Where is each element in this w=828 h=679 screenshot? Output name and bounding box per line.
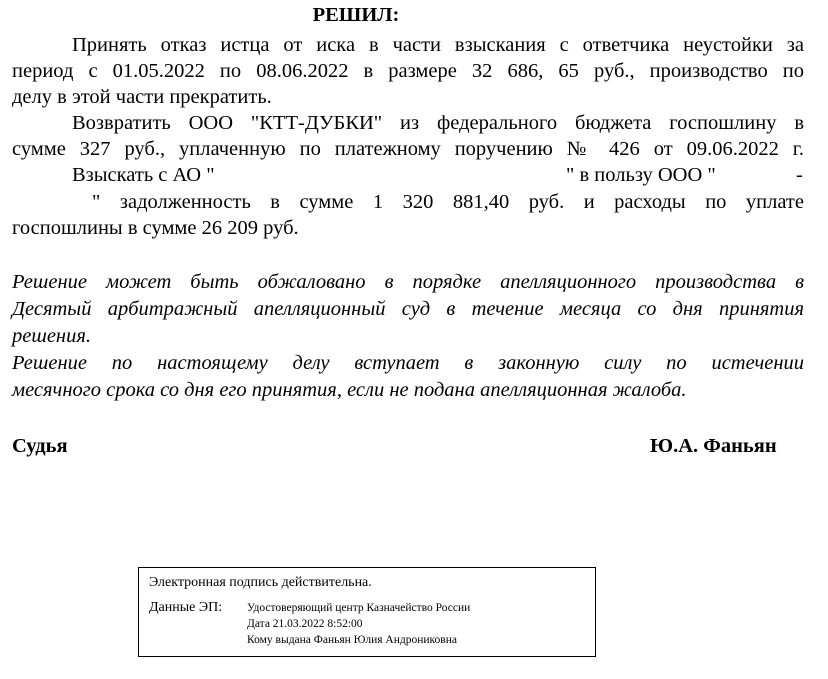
p3-line-3: госпошлины в сумме 26 209 руб.: [12, 217, 299, 239]
p2-line-2: сумме 327 руб., уплаченную по платежному поручению № 426 от 09.06.2022 г.: [12, 138, 804, 160]
judge-name: Ю.А. Фаньян: [650, 435, 777, 457]
p1-line-3: делу в этой части прекратить.: [12, 86, 272, 108]
signature-valid-text: Электронная подпись действительна.: [149, 575, 372, 590]
decision-heading: РЕШИЛ:: [312, 4, 400, 26]
signature-issuer: Удостоверяющий центр Казначейство России: [247, 602, 471, 614]
effect-line-2: месячного срока со дня его принятия, если не подана апелляционная жалоба.: [12, 379, 687, 401]
signature-data-label: Данные ЭП:: [149, 600, 223, 615]
p3-line-2: " задолженность в сумме 1 320 881,40 руб. и расходы по уплате: [92, 191, 804, 213]
signature-date: Дата 21.03.2022 8:52:00: [247, 618, 363, 630]
judge-label: Судья: [12, 435, 68, 457]
signature-owner: Кому выдана Фаньян Юлия Андрониковна: [247, 634, 457, 646]
p3-line-1c: -: [796, 164, 803, 186]
appeal-line-2: Десятый арбитражный апелляционный суд в течение месяца со дня принятия: [12, 298, 804, 320]
p3-line-1b: " в пользу ООО ": [566, 164, 716, 186]
p2-line-1: Возвратить ООО "КТТ-ДУБКИ" из федерального бюджета госпошлину в: [72, 112, 804, 134]
p1-line-2: период с 01.05.2022 по 08.06.2022 в размере 32 686, 65 руб., производство по: [12, 60, 804, 82]
effect-line-1: Решение по настоящему делу вступает в законную силу по истечении: [12, 352, 804, 374]
p1-line-1: Принять отказ истца от иска в части взыскания с ответчика неустойки за: [72, 34, 804, 56]
appeal-line-1: Решение может быть обжаловано в порядке апелляционного производства в: [12, 271, 804, 293]
p3-line-1a: Взыскать с АО ": [72, 164, 215, 186]
electronic-signature-box: [138, 567, 596, 657]
appeal-line-3: решения.: [12, 325, 91, 347]
